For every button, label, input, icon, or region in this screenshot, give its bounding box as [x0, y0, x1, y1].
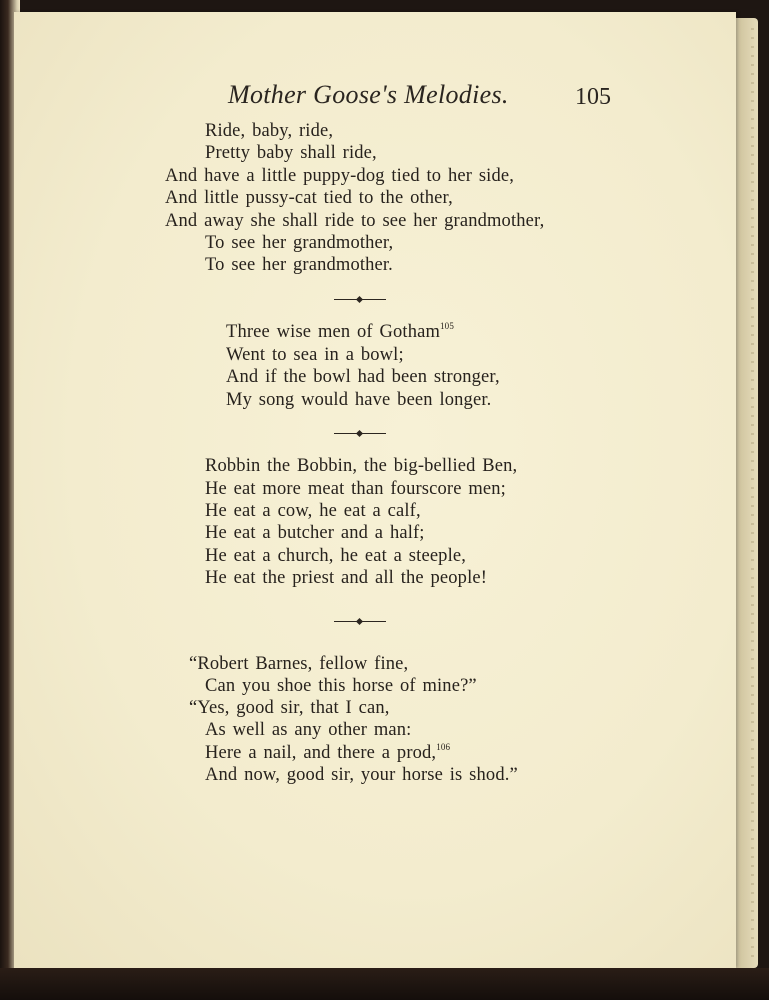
book-cover-edge: [0, 968, 769, 1000]
poem-line: Robbin the Bobbin, the big-bellied Ben,: [205, 456, 518, 476]
poem-line: Can you shoe this horse of mine?”: [205, 676, 477, 696]
poem-line: And now, good sir, your horse is shod.”: [205, 765, 518, 785]
poem-line: To see her grandmother,: [205, 233, 394, 253]
poem-line: [205, 743, 450, 764]
section-divider: [334, 433, 386, 434]
poem-line: He eat a church, he eat a steeple,: [205, 546, 466, 566]
poem-line: Ride, baby, ride,: [205, 121, 334, 141]
page-number: 105: [575, 84, 611, 110]
poem-line: He eat more meat than fourscore men;: [205, 479, 506, 499]
poem-line-text: Three wise men of Gotham: [226, 322, 441, 342]
poem-line: “Robert Barnes, fellow fine,: [189, 654, 409, 674]
poem-line: He eat a cow, he eat a calf,: [205, 501, 421, 521]
footnote-marker: 105: [440, 321, 454, 331]
poem-line: Pretty baby shall ride,: [205, 143, 377, 163]
poem-line-text: Here a nail, and there a prod,: [205, 743, 437, 763]
poem-line: [226, 322, 454, 343]
poem-line: Went to sea in a bowl;: [226, 345, 404, 365]
poem-line: He eat the priest and all the people!: [205, 568, 488, 588]
poem-line: To see her grandmother.: [205, 255, 393, 275]
poem-line: He eat a butcher and a half;: [205, 523, 425, 543]
running-head: Mother Goose's Melodies.: [228, 80, 509, 109]
poem-line: As well as any other man:: [205, 720, 412, 740]
poem-line: And away she shall ride to see her grandmother,: [165, 211, 545, 231]
footnote-marker: 106: [436, 742, 451, 752]
section-divider: [334, 621, 386, 622]
poem-line: And if the bowl had been stronger,: [226, 367, 500, 387]
poem-line: “Yes, good sir, that I can,: [189, 698, 390, 718]
section-divider: [334, 299, 386, 300]
poem-line: My song would have been longer.: [226, 390, 492, 410]
poem-line: And have a little puppy-dog tied to her side,: [165, 166, 514, 186]
poem-line: And little pussy-cat tied to the other,: [165, 188, 453, 208]
